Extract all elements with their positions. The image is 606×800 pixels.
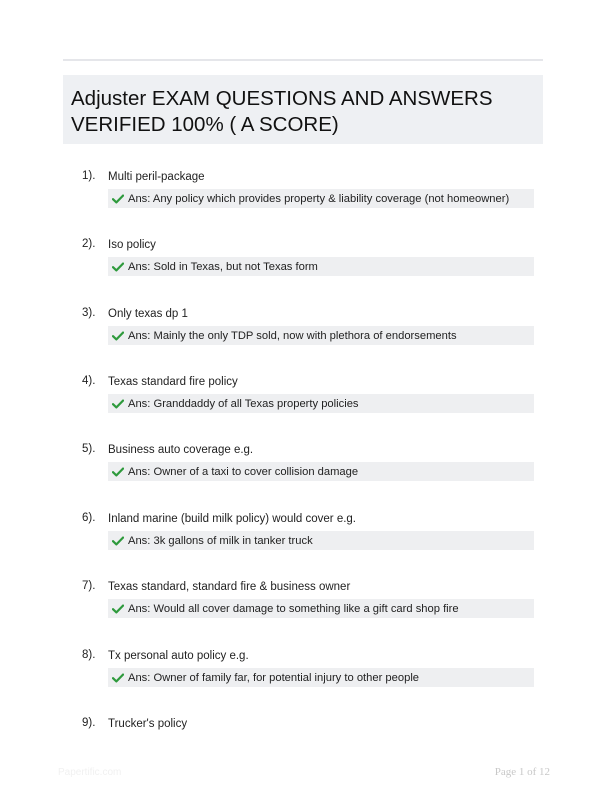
question-text: Trucker's policy xyxy=(108,718,188,730)
question-text: Tx personal auto policy e.g. xyxy=(108,650,249,662)
question-text: Only texas dp 1 xyxy=(108,308,188,320)
question-number: 9). xyxy=(82,717,96,729)
answer-box xyxy=(108,599,534,618)
question-text: Multi peril-package xyxy=(108,171,205,183)
answer-text: Ans: Owner of a taxi to cover collision damage xyxy=(128,465,359,478)
question-text: Inland marine (build milk policy) would cover e.g. xyxy=(108,513,356,525)
question-number: 2). xyxy=(82,238,96,250)
question-number: 8). xyxy=(82,649,96,661)
answer-box xyxy=(108,257,534,276)
check-icon xyxy=(112,262,124,272)
question-text: Iso policy xyxy=(108,239,156,251)
question-number: 3). xyxy=(82,307,96,319)
answer-text: Ans: Would all cover damage to something like a gift card shop fire xyxy=(128,602,459,615)
question-number: 4). xyxy=(82,375,96,387)
check-icon xyxy=(112,467,124,477)
page-number: Page 1 of 12 xyxy=(494,766,550,778)
answer-text: Ans: Mainly the only TDP sold, now with plethora of endorsements xyxy=(128,329,457,342)
answer-text: Ans: Owner of family far, for potential injury to other people xyxy=(128,671,420,684)
answer-text: Ans: Any policy which provides property & liability coverage (not homeowner) xyxy=(128,192,510,205)
check-icon xyxy=(112,399,124,409)
question-text: Texas standard fire policy xyxy=(108,376,238,388)
answer-box xyxy=(108,326,534,345)
answer-box xyxy=(108,462,534,481)
question-number: 7). xyxy=(82,580,96,592)
question-text: Business auto coverage e.g. xyxy=(108,444,254,456)
answer-text: Ans: Sold in Texas, but not Texas form xyxy=(128,260,318,273)
question-number: 5). xyxy=(82,443,96,455)
answer-box xyxy=(108,394,534,413)
answer-text: Ans: 3k gallons of milk in tanker truck xyxy=(128,534,313,547)
answer-box xyxy=(108,189,534,208)
question-text: Texas standard, standard fire & business owner xyxy=(108,581,351,593)
check-icon xyxy=(112,604,124,614)
answer-box xyxy=(108,668,534,687)
answer-text: Ans: Granddaddy of all Texas property policies xyxy=(128,397,359,410)
answer-box xyxy=(108,531,534,550)
check-icon xyxy=(112,194,124,204)
document-title: Adjuster EXAM QUESTIONS AND ANSWERS VERIFIED 100% ( A SCORE) xyxy=(71,87,493,136)
check-icon xyxy=(112,673,124,683)
check-icon xyxy=(112,331,124,341)
footer-watermark: Papertific.com xyxy=(58,767,122,778)
question-number: 1). xyxy=(82,170,96,182)
question-number: 6). xyxy=(82,512,96,524)
check-icon xyxy=(112,536,124,546)
